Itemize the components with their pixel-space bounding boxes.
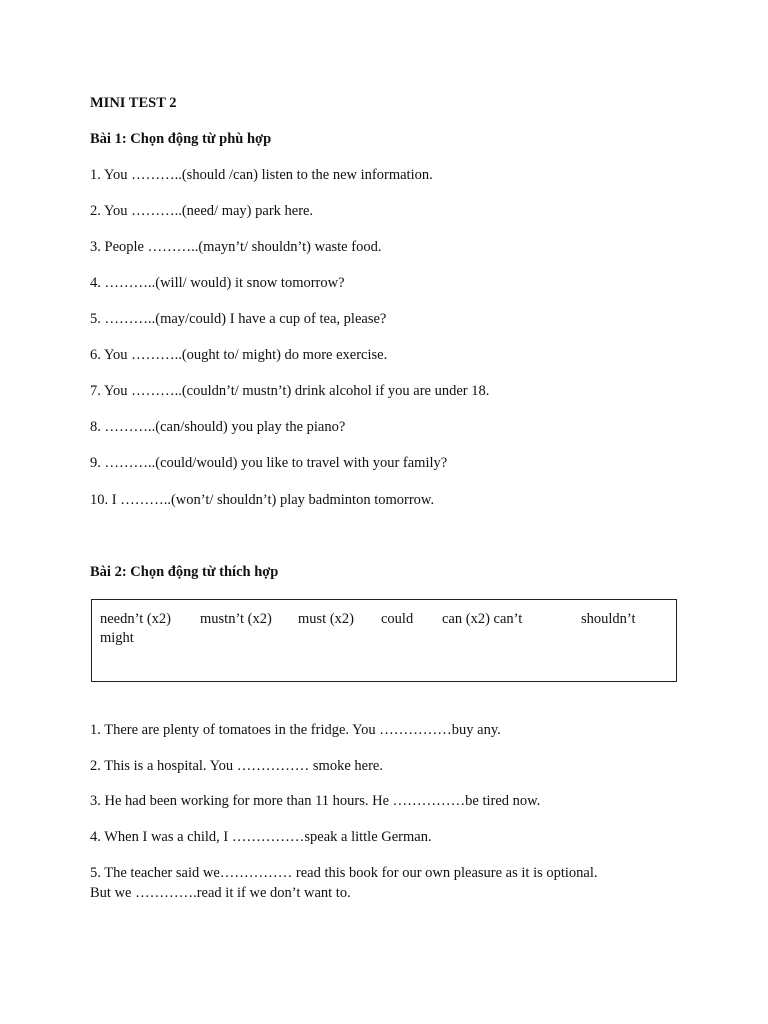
exercise-2-item: 5. The teacher said we…………… read this book for our own pleasure as it is optional. — [90, 865, 598, 881]
word-bank-word: must (x2) — [298, 611, 354, 627]
word-bank-word: mustn’t (x2) — [200, 611, 272, 627]
word-bank-word: can (x2) can’t — [442, 611, 523, 627]
word-bank-box — [91, 599, 677, 682]
exercise-1-heading: Bài 1: Chọn động từ phù hợp — [90, 131, 272, 147]
word-bank-word: might — [100, 630, 134, 646]
page-title: MINI TEST 2 — [90, 95, 177, 111]
exercise-2-item-continuation: But we ………….read it if we don’t want to. — [90, 885, 351, 901]
exercise-2-item: 3. He had been working for more than 11 hours. He ……………be tired now. — [90, 793, 541, 809]
exercise-1-item: 5. ………..(may/could) I have a cup of tea, please? — [90, 311, 387, 327]
exercise-1-item: 4. ………..(will/ would) it snow tomorrow? — [90, 275, 345, 291]
exercise-1-item: 10. I ………..(won’t/ shouldn’t) play badminton tomorrow. — [90, 492, 435, 508]
exercise-1-item: 8. ………..(can/should) you play the piano? — [90, 419, 346, 435]
exercise-1-item: 1. You ………..(should /can) listen to the new information. — [90, 167, 433, 183]
exercise-1-item: 7. You ………..(couldn’t/ mustn’t) drink alcohol if you are under 18. — [90, 383, 490, 399]
exercise-1-item: 3. People ………..(mayn’t/ shouldn’t) waste food. — [90, 239, 382, 255]
word-bank-word: shouldn’t — [581, 611, 636, 627]
exercise-2-item: 1. There are plenty of tomatoes in the fridge. You ……………buy any. — [90, 722, 501, 738]
exercise-2-item: 2. This is a hospital. You …………… smoke here. — [90, 758, 383, 774]
exercise-2-item: 4. When I was a child, I ……………speak a little German. — [90, 829, 432, 845]
exercise-1-item: 6. You ………..(ought to/ might) do more exercise. — [90, 347, 388, 363]
exercise-2-heading: Bài 2: Chọn động từ thích hợp — [90, 564, 279, 580]
exercise-1-item: 2. You ………..(need/ may) park here. — [90, 203, 314, 219]
word-bank-word: could — [381, 611, 414, 627]
exercise-1-item: 9. ………..(could/would) you like to travel with your family? — [90, 455, 448, 471]
word-bank-word: needn’t (x2) — [100, 611, 171, 627]
